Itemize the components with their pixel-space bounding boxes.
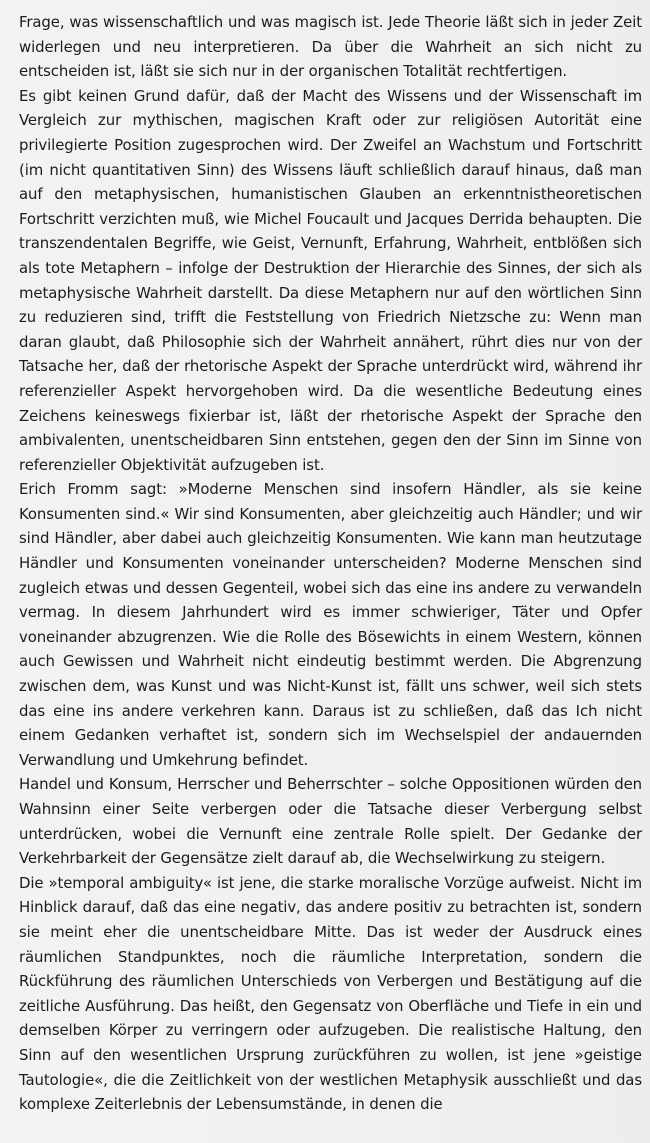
paragraph-3: Erich Fromm sagt: »Moderne Menschen sind insofern Händler, als sie keine Konsumenten sind.« Wir sind Konsumenten, aber gleichzeitig auch Händler; und wir sind Händler, aber dabei auch gleichzeitig Konsumenten. Wie kann man heutzutage Händler und Konsumenten voneinander unterscheiden? Moderne Menschen sind zugleich etwas und dessen Gegenteil, wobei sich das eine ins andere zu verwandeln vermag. In diesem Jahrhundert wird es immer schwieriger, Täter und Opfer voneinander abzugrenzen. Wie die Rolle des Bösewichts in einem Western, können auch Gewissen und Wahrheit nicht eindeutig bestimmt werden. Die Abgrenzung zwischen dem, was Kunst und was Nicht-Kunst ist, fällt uns schwer, weil sich stets das eine ins andere verkehren kann. Daraus ist zu schließen, daß das Ich nicht einem Gedanken verhaftet ist, sondern sich im Wechselspiel der andauernden Verwandlung und Umkehrung befindet. — [19, 480, 642, 769]
paragraph-4: Handel und Konsum, Herrscher und Beherrschter – solche Oppositionen würden den Wahnsinn einer Seite verbergen oder die Tatsache dieser Verbergung selbst unterdrücken, wobei die Vernunft eine zentrale Rolle spielt. Der Gedanke der Verkehrbarkeit der Gegensätze zielt darauf ab, die Wechselwirkung zu steigern. — [19, 775, 642, 868]
paragraph-1: Frage, was wissenschaftlich und was magisch ist. Jede Theorie läßt sich in jeder Zeit widerlegen und neu interpretieren. Da über die Wahrheit an sich nicht zu entscheiden ist, läßt sie sich nur in der organischen Totalität rechtfertigen. — [19, 13, 642, 81]
body-text — [19, 10, 642, 1117]
paragraph-5: Die »temporal ambiguity« ist jene, die starke moralische Vorzüge aufweist. Nicht im Hinblick darauf, daß das eine negativ, das andere positiv zu betrachten ist, sondern sie meint eher die unentscheidbare Mitte. Das ist weder der Ausdruck eines räumlichen Standpunktes, noch die räumliche Interpretation, sondern die Rückführung des räumlichen Unterschieds von Verbergen und Bestätigung auf die zeitliche Ausführung. Das heißt, den Gegensatz von Oberfläche und Tiefe in ein und demselben Körper zu verringern oder aufzugeben. Die realistische Haltung, den Sinn auf den wesentlichen Ursprung zurückführen zu wollen, ist jene »geistige Tautologie«, die die Zeitlichkeit von der westlichen Metaphysik ausschließt und das komplexe Zeiterlebnis der Lebensumstände, in denen die — [19, 873, 642, 1114]
paragraph-2: Es gibt keinen Grund dafür, daß der Macht des Wissens und der Wissenschaft im Vergleich zur mythischen, magischen Kraft oder zur religiösen Autorität eine privilegierte Position zugesprochen wird. Der Zweifel an Wachstum und Fortschritt (im nicht quantitativen Sinn) des Wissens läuft schließlich darauf hinaus, daß man auf den metaphysischen, humanistischen Glauben an erkenntnistheoretischen Fortschritt verzichten muß, wie Michel Foucault und Jacques Derrida behaupten. Die transzendentalen Begriffe, wie Geist, Vernunft, Erfahrung, Wahrheit, entblößen sich als tote Metaphern – infolge der Destruktion der Hierarchie des Sinnes, der sich als metaphysische Wahrheit darstellt. Da diese Metaphern nur auf den wörtlichen Sinn zu reduzieren sind, trifft die Feststellung von Friedrich Nietzsche zu: Wenn man daran glaubt, daß Philosophie sich der Wahrheit annähert, rührt dies nur von der Tatsache her, daß der rhetorische Aspekt der Sprache unterdrückt wird, während ihr referenzieller Aspekt hervorgehoben wird. Da die wesentliche Bedeutung eines Zeichens keineswegs fixierbar ist, läßt der rhetorische Aspekt der Sprache den ambivalenten, unentscheidbaren Sinn entstehen, gegen den der Sinn im Sinne von referenzieller Objektivität aufzugeben ist. — [19, 86, 642, 474]
